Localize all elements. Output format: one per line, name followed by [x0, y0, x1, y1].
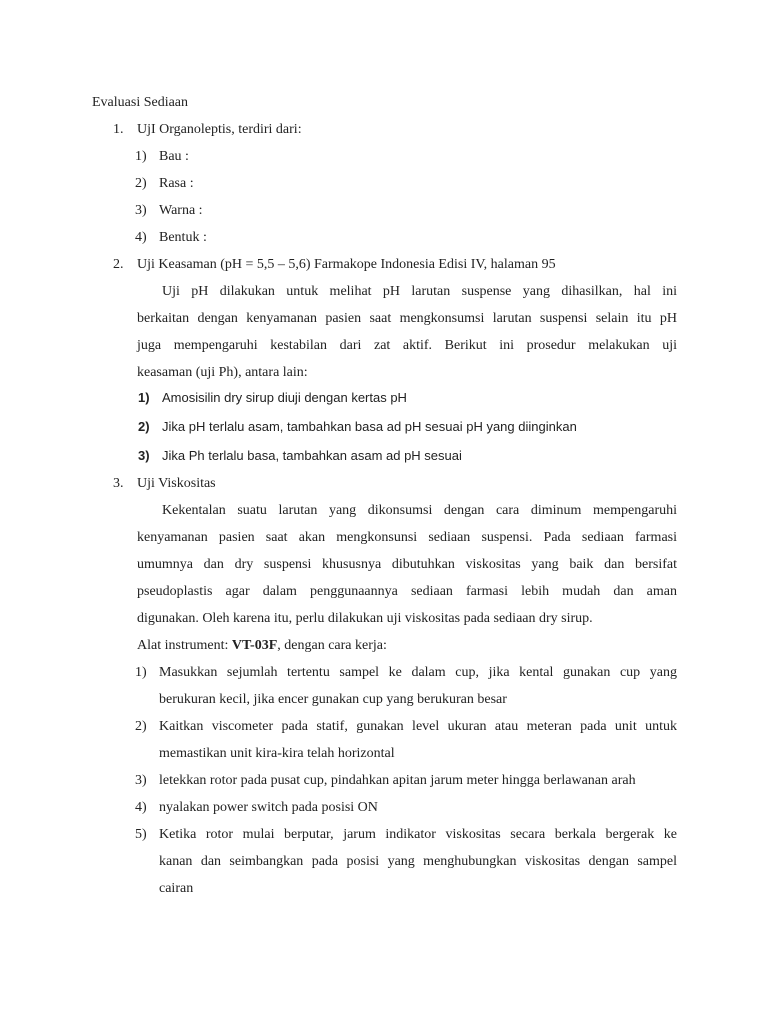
section-number: 3.: [113, 476, 124, 491]
paragraph-line: pseudoplastis agar dalam penggunaannya sediaan farmasi lebih mudah dan aman: [137, 584, 677, 599]
paragraph-line: berkaitan dengan kenyamanan pasien saat mengkonsumsi larutan suspensi selain itu pH: [137, 311, 677, 326]
list-item-line: letekkan rotor pada pusat cup, pindahkan apitan jarum meter hingga berlawanan arah: [159, 773, 636, 788]
list-item-line: memastikan unit kira-kira telah horizontal: [159, 746, 395, 761]
paragraph-line: juga mempengaruhi kestabilan dari zat aktif. Berikut ini prosedur melakukan uji: [137, 338, 677, 353]
list-item: Jika Ph terlalu basa, tambahkan asam ad pH sesuai: [162, 448, 462, 463]
list-item-line: berukuran kecil, jika encer gunakan cup yang berukuran besar: [159, 692, 507, 707]
paragraph-line: umumnya dan dry suspensi khususnya dibutuhkan viskositas yang baik dan bersifat: [137, 557, 677, 572]
paragraph-line: keasaman (uji Ph), antara lain:: [137, 365, 308, 380]
list-item: Warna :: [159, 203, 203, 218]
instrument-suffix: , dengan cara kerja:: [277, 638, 387, 653]
list-number: 1): [135, 149, 147, 164]
list-number: 3): [135, 203, 147, 218]
list-item-line: kanan dan seimbangkan pada posisi yang menghubungkan viskositas dengan sampel: [159, 854, 677, 869]
section-number: 1.: [113, 122, 124, 137]
list-item: Rasa :: [159, 176, 194, 191]
list-item-line: Masukkan sejumlah tertentu sampel ke dalam cup, jika kental gunakan cup yang: [159, 665, 677, 680]
list-item-line: cairan: [159, 881, 194, 896]
list-number: 1): [135, 665, 147, 680]
list-number: 1): [138, 390, 150, 405]
paragraph-line: digunakan. Oleh karena itu, perlu dilakukan uji viskositas pada sediaan dry sirup.: [137, 611, 593, 626]
instrument-line: [137, 637, 387, 655]
list-item: Bau :: [159, 149, 189, 164]
list-number: 4): [135, 230, 147, 245]
list-number: 3): [135, 773, 147, 788]
paragraph-line: kenyamanan pasien saat akan mengkonsunsi sediaan suspensi. Pada sediaan farmasi: [137, 530, 677, 545]
section-number: 2.: [113, 257, 124, 272]
list-number: 3): [138, 448, 150, 463]
section-heading: Uji Viskositas: [137, 476, 216, 491]
list-item-line: nyalakan power switch pada posisi ON: [159, 800, 378, 815]
list-item: Jika pH terlalu asam, tambahkan basa ad pH sesuai pH yang diinginkan: [162, 419, 577, 434]
list-number: 5): [135, 827, 147, 842]
list-number: 2): [135, 719, 147, 734]
list-number: 2): [138, 419, 150, 434]
paragraph-line: Uji pH dilakukan untuk melihat pH larutan suspense yang dihasilkan, hal ini: [162, 284, 677, 299]
list-item-line: Kaitkan viscometer pada statif, gunakan level ukuran atau meteran pada unit untuk: [159, 719, 677, 734]
document-title: Evaluasi Sediaan: [92, 95, 189, 110]
instrument-prefix: Alat instrument:: [137, 638, 232, 653]
section-heading: Uji Keasaman (pH = 5,5 – 5,6) Farmakope Indonesia Edisi IV, halaman 95: [137, 257, 556, 272]
list-item-line: Ketika rotor mulai berputar, jarum indikator viskositas secara berkala bergerak ke: [159, 827, 677, 842]
list-item: Bentuk :: [159, 230, 207, 245]
list-number: 4): [135, 800, 147, 815]
section-heading: UjI Organoleptis, terdiri dari:: [137, 122, 302, 137]
list-item: Amosisilin dry sirup diuji dengan kertas pH: [162, 390, 407, 405]
list-number: 2): [135, 176, 147, 191]
instrument-name: VT-03F: [231, 638, 278, 653]
paragraph-line: Kekentalan suatu larutan yang dikonsumsi dengan cara diminum mempengaruhi: [162, 503, 677, 518]
